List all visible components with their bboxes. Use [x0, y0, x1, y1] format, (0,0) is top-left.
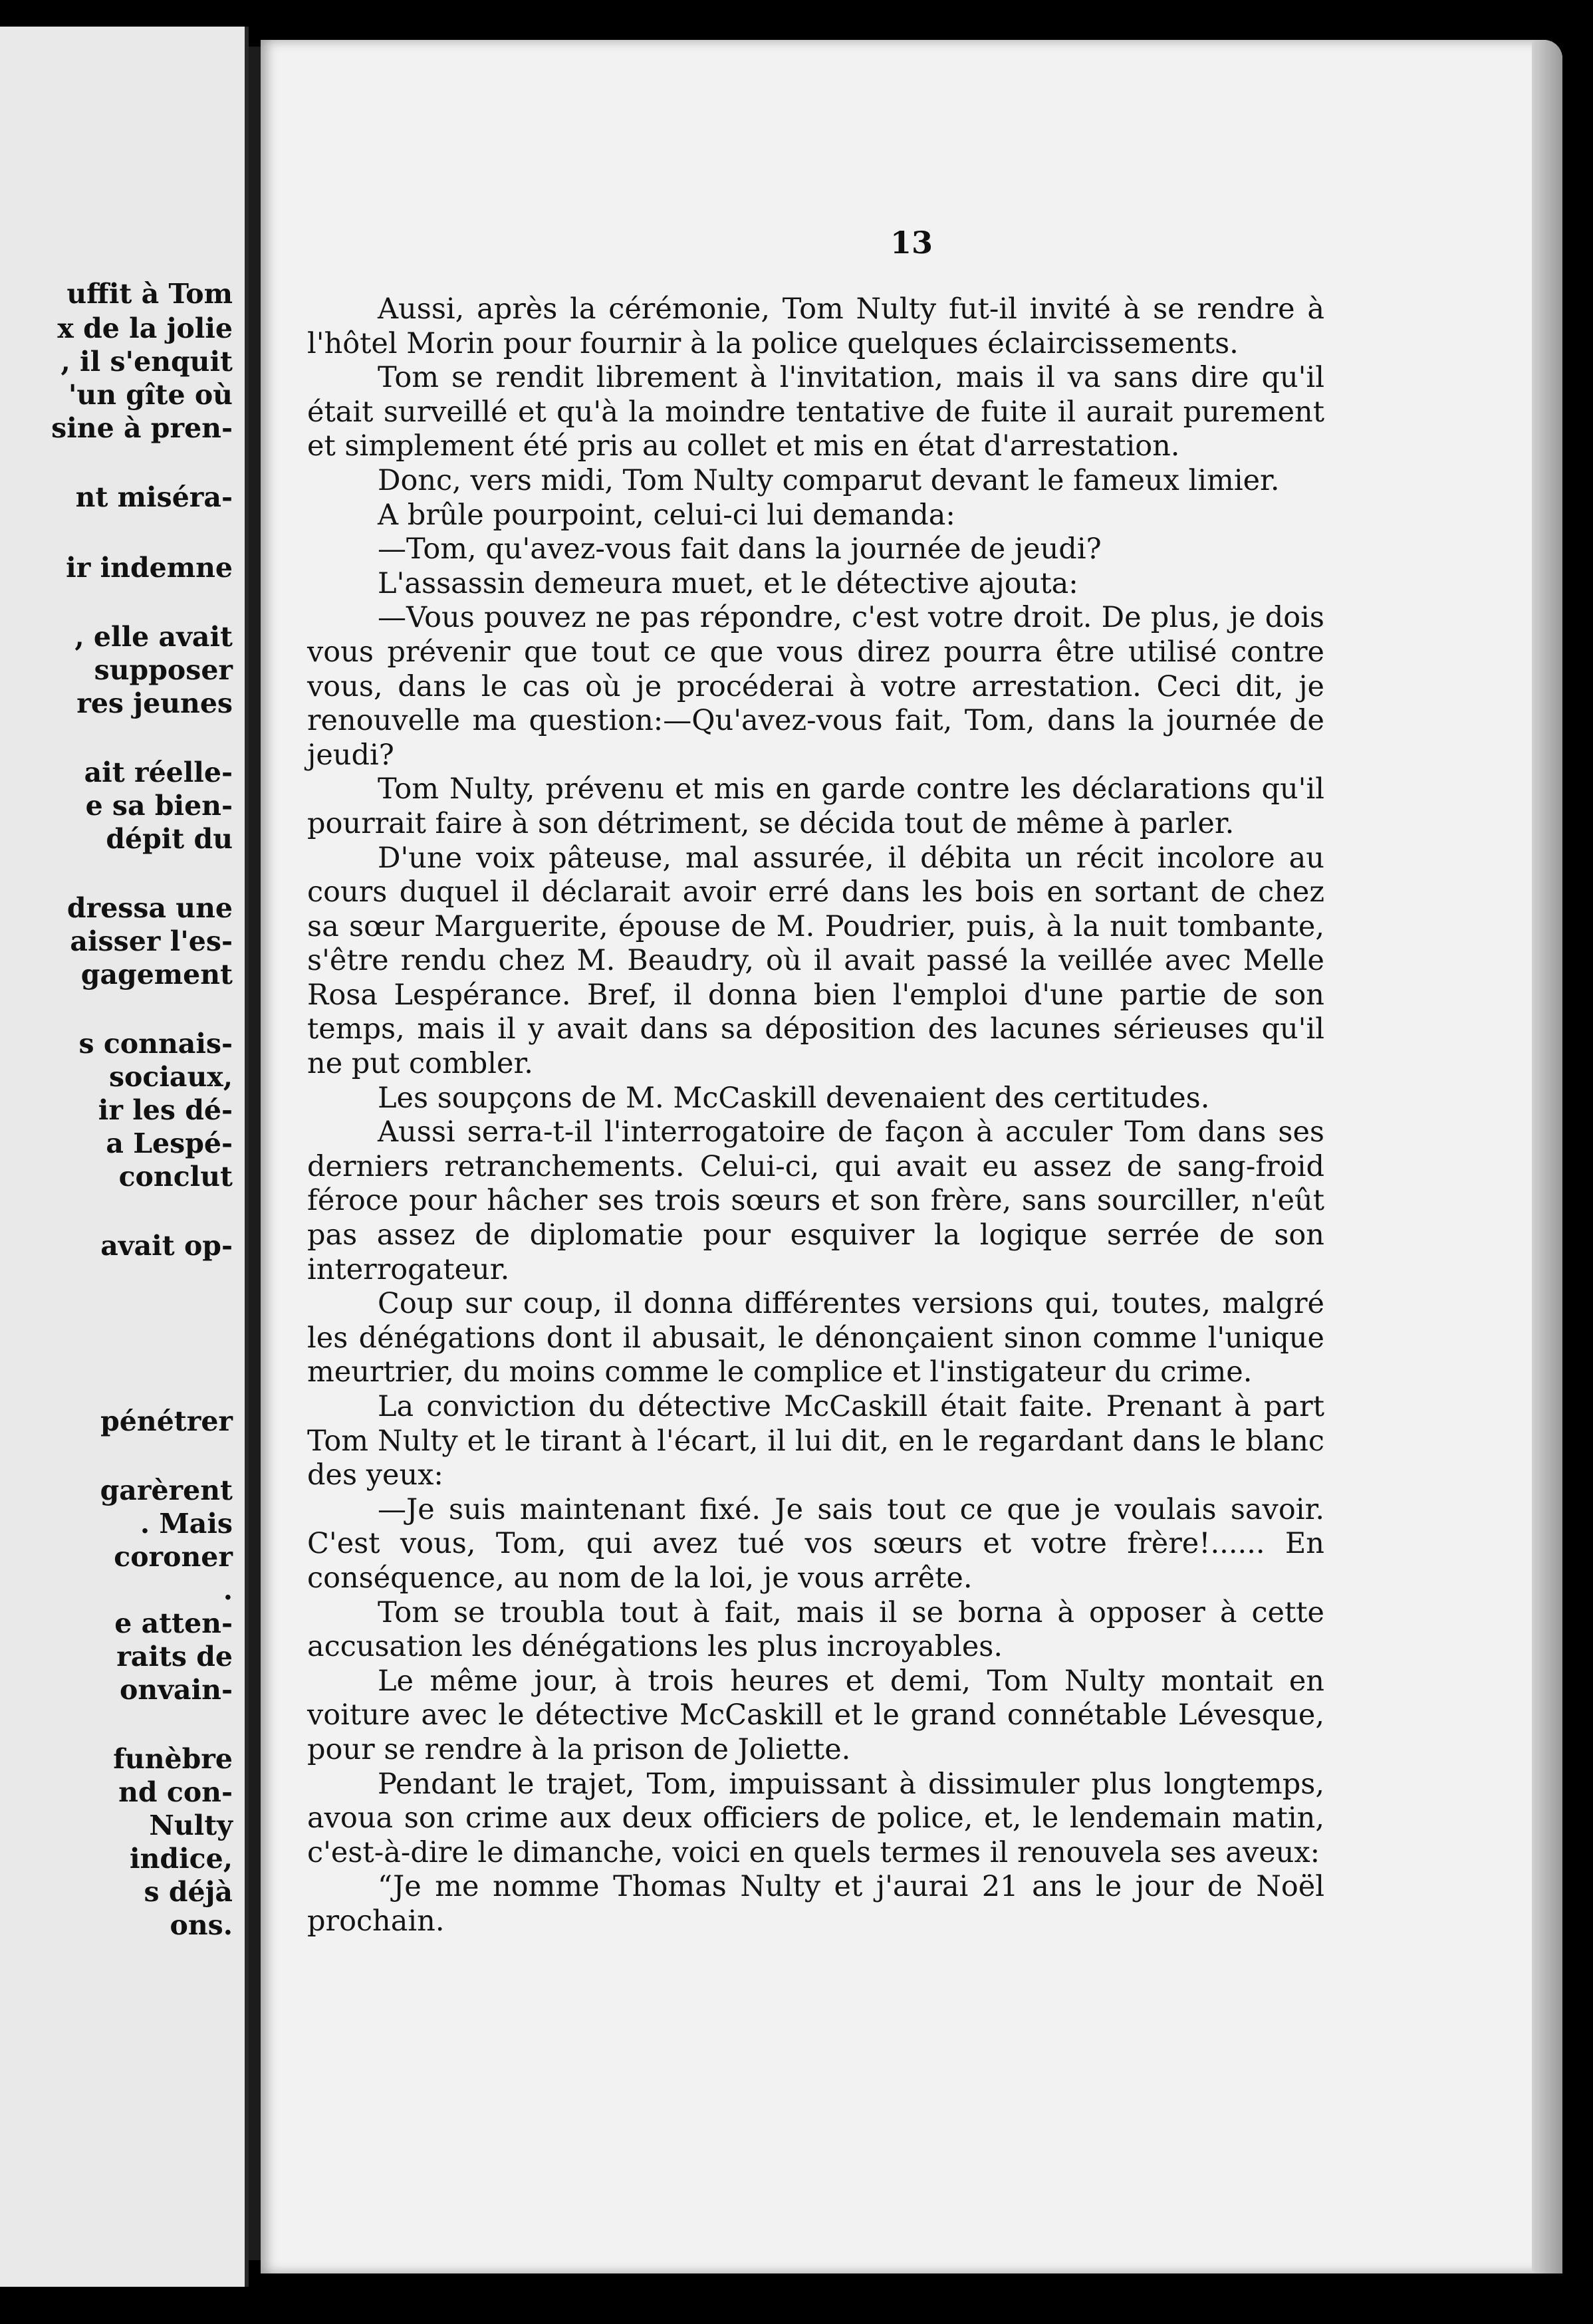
page-number: 13 [890, 225, 933, 261]
left-page-line: supposer [94, 654, 233, 686]
right-page [261, 40, 1562, 2273]
left-page-line: coroner [114, 1541, 233, 1573]
left-page-line: sine à pren- [51, 412, 233, 444]
paragraph: Donc, vers midi, Tom Nulty comparut devant le fameux limier. [378, 463, 1280, 497]
left-page-line: ir les dé- [98, 1094, 233, 1126]
left-page-line: res jeunes [76, 687, 233, 719]
paragraph: Aussi, après la cérémonie, Tom Nulty fut-il invité à se rendre à l'hôtel Morin pour fournir à la police quelques éclaircissements. [307, 292, 1324, 360]
paragraph: A brûle pourpoint, celui-ci lui demanda: [378, 498, 955, 532]
paragraph: —Vous pouvez ne pas répondre, c'est votre droit. De plus, je dois vous prévenir que tout ce que vous direz pourra être utilisé contre vous, dans le cas où je procéderai à votre arrestation. Ceci dit, je renouvelle ma question:—Qu'avez-vous fait, Tom, dans la journée de jeudi? [307, 601, 1324, 772]
left-page-line: s connais- [78, 1028, 233, 1060]
left-page [0, 27, 249, 2287]
left-page-line: s déjà [144, 1876, 233, 1908]
left-page-line: raits de [116, 1641, 233, 1673]
left-page-line: aisser l'es- [70, 925, 233, 957]
left-page-line: nt miséra- [75, 481, 233, 513]
left-page-line: e atten- [114, 1607, 233, 1639]
left-page-line: onvain- [120, 1674, 233, 1706]
left-page-line: dressa une [66, 892, 233, 924]
left-page-line: a Lespé- [106, 1127, 233, 1159]
left-page-line: , il s'enquit [61, 346, 233, 378]
left-page-line: garèrent [100, 1474, 233, 1506]
paragraph: Les soupçons de M. McCaskill devenaient des certitudes. [378, 1081, 1210, 1115]
paragraph: Tom se troubla tout à fait, mais il se borna à opposer à cette accusation les dénégations les plus incroyables. [307, 1595, 1324, 1664]
left-page-line: gagement [80, 959, 233, 990]
paragraph: Tom se rendit librement à l'invitation, mais il va sans dire qu'il était surveillé et qu'à la moindre tentative de fuite il aurait purement et simplement été pris au collet et mis en état d'arrestation. [307, 361, 1324, 463]
left-page-line: , elle avait [74, 621, 233, 653]
paragraph: —Tom, qu'avez-vous fait dans la journée de jeudi? [378, 532, 1102, 566]
left-page-line: ons. [170, 1909, 233, 1941]
left-page-line: pénétrer [100, 1405, 233, 1437]
left-page-line: indice, [130, 1843, 233, 1875]
paragraph: Pendant le trajet, Tom, impuissant à dissimuler plus longtemps, avoua son crime aux deux officiers de police, et, le lendemain matin, c'est-à-dire le dimanche, voici en quels termes il renouvela ses aveux: [307, 1767, 1324, 1869]
left-page-line: e sa bien- [85, 790, 233, 822]
left-page-line: dépit du [106, 823, 233, 855]
left-page-line: 'un gîte où [68, 379, 233, 411]
left-page-line: . [223, 1574, 233, 1606]
paragraph: D'une voix pâteuse, mal assurée, il débita un récit incolore au cours duquel il déclarait avoir erré dans les bois en sortant de chez sa sœur Marguerite, épouse de M. Poudrier, puis, à la nuit tombante, s'être rendu chez M. Beaudry, où il avait passé la veillée avec Melle Rosa Lespérance. Bref, il donna bien l'emploi d'une partie de son temps, mais il y avait dans sa déposition des lacunes sérieuses qu'il ne put combler. [307, 841, 1324, 1081]
paragraph: “Je me nomme Thomas Nulty et j'aurai 21 ans le jour de Noël prochain. [307, 1870, 1324, 1938]
paragraph: La conviction du détective McCaskill était faite. Prenant à part Tom Nulty et le tirant à l'écart, il lui dit, en le regardant dans le blanc des yeux: [307, 1390, 1324, 1492]
paragraph: —Je suis maintenant fixé. Je sais tout ce que je voulais savoir. C'est vous, Tom, qui avez tué vos sœurs et votre frère!...... En conséquence, au nom de la loi, je vous arrête. [307, 1492, 1324, 1595]
paragraph: Aussi serra-t-il l'interrogatoire de façon à acculer Tom dans ses derniers retranchements. Celui-ci, qui avait eu assez de sang-froid féroce pour hâcher ses trois sœurs et son frère, sans sourciller, n'eût pas assez de diplomatie pour esquiver la logique serrée de son interrogateur. [307, 1115, 1324, 1286]
paragraph: Tom Nulty, prévenu et mis en garde contre les déclarations qu'il pourrait faire à son détriment, se décida tout de même à parler. [307, 772, 1324, 840]
left-page-line: conclut [118, 1161, 233, 1193]
page-gutter [249, 47, 262, 2260]
left-page-line: sociaux, [108, 1061, 233, 1093]
body-text [307, 292, 1324, 1939]
left-page-line: nd con- [118, 1776, 233, 1808]
paragraph: Le même jour, à trois heures et demi, Tom Nulty montait en voiture avec le détective McCaskill et le grand connétable Lévesque, pour se rendre à la prison de Joliette. [307, 1664, 1324, 1766]
left-page-line: Nulty [149, 1809, 233, 1841]
left-page-line: ait réelle- [84, 756, 233, 788]
page-edge [1532, 40, 1562, 2273]
left-page-line: uffit à Tom [66, 278, 233, 310]
left-page-line: ir indemne [66, 552, 233, 584]
left-page-line: avait op- [100, 1230, 233, 1262]
paragraph: Coup sur coup, il donna différentes versions qui, toutes, malgré les dénégations dont il abusait, le dénonçaient sinon comme l'unique meurtrier, du moins comme le complice et l'instigateur du crime. [307, 1287, 1324, 1389]
left-page-line: . Mais [140, 1508, 233, 1540]
left-page-line: x de la jolie [57, 312, 233, 344]
paragraph: L'assassin demeura muet, et le détective ajouta: [378, 566, 1078, 600]
left-page-line: funèbre [113, 1743, 233, 1775]
